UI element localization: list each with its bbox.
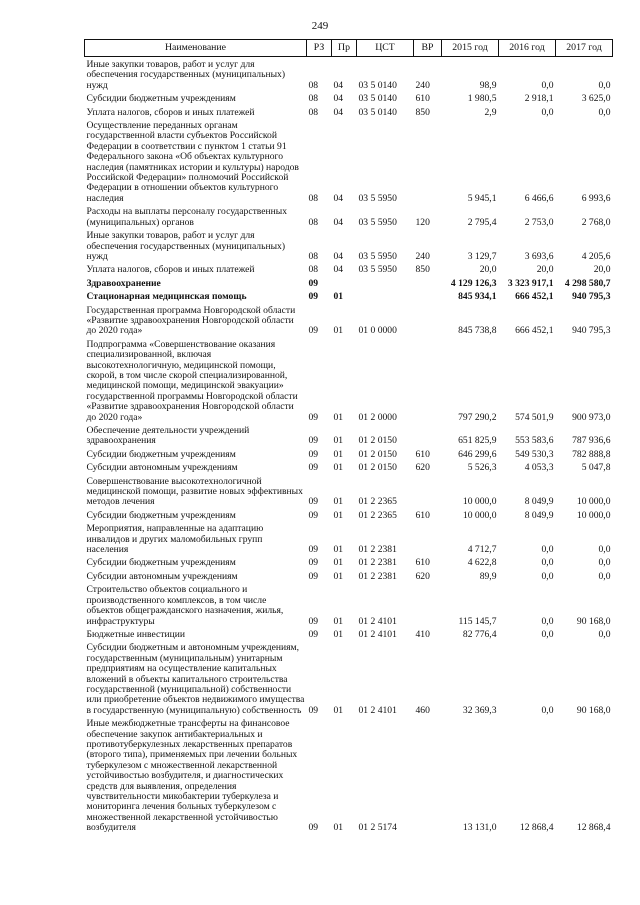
cell-name: Стационарная медицинская помощь: [86, 291, 247, 303]
cell-2017: 0,0: [598, 106, 611, 118]
cell-cst: 03 5 5950: [358, 216, 397, 228]
header-2016: 2016 год: [499, 40, 556, 57]
cell-2015: 10 000,0: [462, 509, 497, 521]
cell-cst: 01 2 2365: [358, 509, 397, 521]
cell-rz: 09: [308, 325, 319, 337]
cell-pr: 01: [333, 822, 344, 834]
cell-rz: 09: [308, 448, 319, 460]
cell-2017: 0,0: [598, 544, 611, 556]
cell-rz: 09: [308, 291, 319, 303]
cell-cst: 01 2 0000: [358, 411, 397, 423]
table-row: [85, 716, 613, 833]
table-row: [85, 627, 613, 640]
cell-vr: [414, 337, 442, 423]
cell-name: Подпрограмма «Совершенствование оказания специализированной, включая высокотехнологичную, медицинской помощи, скорой, в том числе скорой специализированной, медицинской помощи, медицинской эвакуации» государственной программы Новгородской области «Развитие здравоохранения Новгородской области до 2020 года»: [86, 338, 298, 423]
cell-rz: 09: [308, 496, 319, 508]
cell-2017: 20,0: [593, 264, 611, 276]
cell-pr: [332, 276, 357, 289]
cell-pr: 01: [333, 615, 344, 627]
cell-name: Субсидии бюджетным учреждениям: [86, 509, 236, 521]
cell-name: Субсидии бюджетным учреждениям: [86, 557, 236, 569]
cell-2015: 845 738,8: [458, 325, 497, 337]
cell-2017: 0,0: [598, 557, 611, 569]
cell-2017: 4 205,6: [581, 250, 611, 262]
cell-2015: 4 622,8: [467, 557, 497, 569]
cell-vr: [414, 423, 442, 447]
cell-cst: [357, 276, 414, 289]
table-row: [85, 521, 613, 555]
table-row: [85, 91, 613, 104]
table-row: [85, 447, 613, 460]
cell-pr: 04: [333, 79, 344, 91]
cell-2017: 12 868,4: [576, 822, 611, 834]
cell-pr: 01: [333, 325, 344, 337]
table-row: [85, 337, 613, 423]
cell-name: Бюджетные инвестиции: [86, 628, 185, 640]
cell-2015: 4 712,7: [467, 544, 497, 556]
cell-rz: 09: [308, 822, 319, 834]
cell-pr: 01: [333, 557, 344, 569]
cell-2015: 10 000,0: [462, 496, 497, 508]
table-row: [85, 423, 613, 447]
table-row: [85, 508, 613, 521]
cell-name: Иные закупки товаров, работ и услуг для обеспечения государственных (муниципальных) нужд: [86, 59, 286, 91]
cell-vr: 410: [415, 628, 430, 640]
cell-rz: 09: [308, 557, 319, 569]
cell-cst: 01 0 0000: [358, 325, 397, 337]
cell-pr: 01: [333, 411, 344, 423]
cell-pr: 01: [333, 496, 344, 508]
cell-2016: 0,0: [541, 106, 554, 118]
cell-cst: 01 2 2381: [358, 544, 397, 556]
cell-cst: 01 2 0150: [358, 435, 397, 447]
cell-2017: 6 993,6: [581, 192, 611, 204]
table-row: [85, 289, 613, 302]
cell-2016: 666 452,1: [515, 325, 554, 337]
cell-vr: [414, 716, 442, 833]
cell-cst: 01 2 5174: [358, 822, 397, 834]
cell-2015: 82 776,4: [462, 628, 497, 640]
cell-2015: 651 825,9: [458, 435, 497, 447]
cell-2015: 2 795,4: [467, 216, 497, 228]
cell-2015: 5 945,1: [467, 192, 497, 204]
cell-vr: [414, 118, 442, 204]
header-2017: 2017 год: [556, 40, 613, 57]
cell-2017: 4 298 580,7: [564, 277, 611, 289]
table-row: [85, 582, 613, 627]
cell-pr: 04: [333, 93, 344, 105]
cell-name: Субсидии бюджетным учреждениям: [86, 448, 236, 460]
cell-vr: 610: [415, 557, 430, 569]
cell-rz: 08: [308, 216, 319, 228]
budget-table: [84, 39, 613, 834]
cell-pr: 01: [333, 509, 344, 521]
cell-2016: 0,0: [541, 628, 554, 640]
table-row: [85, 474, 613, 508]
cell-cst: 01 2 4101: [358, 615, 397, 627]
cell-cst: 01 2 4101: [358, 628, 397, 640]
cell-2016: 8 049,9: [524, 509, 554, 521]
cell-cst: 03 5 5950: [358, 250, 397, 262]
cell-2015: 3 129,7: [467, 250, 497, 262]
cell-2017: 782 888,8: [572, 448, 611, 460]
cell-2015: 2,9: [484, 106, 497, 118]
cell-rz: 08: [308, 106, 319, 118]
cell-2016: 0,0: [541, 557, 554, 569]
cell-name: Здравоохранение: [86, 277, 161, 289]
cell-rz: 09: [308, 628, 319, 640]
cell-rz: 08: [308, 79, 319, 91]
cell-pr: 01: [333, 544, 344, 556]
cell-pr: 01: [333, 704, 344, 716]
cell-rz: 09: [308, 435, 319, 447]
cell-2017: 940 795,3: [572, 325, 611, 337]
cell-2016: 553 583,6: [515, 435, 554, 447]
cell-vr: [414, 303, 442, 337]
cell-2017: 0,0: [598, 79, 611, 91]
cell-rz: 08: [308, 264, 319, 276]
cell-2015: 797 290,2: [458, 411, 497, 423]
cell-vr: 610: [415, 448, 430, 460]
cell-vr: 620: [415, 570, 430, 582]
cell-2016: 0,0: [541, 570, 554, 582]
cell-pr: 04: [333, 250, 344, 262]
cell-pr: 01: [333, 462, 344, 474]
cell-pr: 01: [333, 570, 344, 582]
cell-vr: [414, 474, 442, 508]
cell-2016: 666 452,1: [515, 291, 554, 303]
cell-2017: 90 168,0: [576, 615, 611, 627]
table-row: [85, 57, 613, 92]
cell-2015: 845 934,1: [458, 291, 497, 303]
cell-vr: [414, 289, 442, 302]
cell-name: Совершенствование высокотехнологичной медицинской помощи, развитие новых эффективных методов лечения: [86, 475, 303, 508]
table-row: [85, 262, 613, 275]
cell-cst: 03 5 0140: [358, 79, 397, 91]
cell-name: Осуществление переданных органам государственной власти субъектов Российской Федерации в соответствии с пунктом 1 статьи 91 Федерального закона «Об объектах культурного наследия (памятниках истории и культуры) народов Российской Федерации» полномочий Российской Федерации в отношении объектов культурного наследия: [86, 120, 299, 204]
cell-name: Уплата налогов, сборов и иных платежей: [86, 264, 255, 276]
cell-cst: 03 5 5950: [358, 192, 397, 204]
cell-2017: 900 973,0: [572, 411, 611, 423]
cell-name: Субсидии автономным учреждениям: [86, 462, 238, 474]
cell-pr: 01: [333, 291, 344, 303]
cell-vr: 850: [415, 264, 430, 276]
cell-vr: 460: [415, 704, 430, 716]
cell-pr: 01: [333, 435, 344, 447]
table-row: [85, 569, 613, 582]
cell-name: Субсидии автономным учреждениям: [86, 570, 238, 582]
table-row: [85, 228, 613, 262]
cell-name: Субсидии бюджетным и автономным учреждениям, государственным (муниципальным) унитарным предприятиям на осуществление капитальных вложений в объекты капитального строительства государственной (муниципальной) собственности или приобретение объектов недвижимого имущества в государственную (муниципальную) собственность: [86, 642, 305, 716]
cell-2016: 20,0: [536, 264, 554, 276]
table-row: [85, 105, 613, 118]
table-body: [85, 57, 613, 834]
cell-2016: 0,0: [541, 704, 554, 716]
cell-cst: 03 5 5950: [358, 264, 397, 276]
table-row: [85, 118, 613, 204]
cell-rz: 08: [308, 250, 319, 262]
cell-name: Субсидии бюджетным учреждениям: [86, 93, 236, 105]
cell-vr: 850: [415, 106, 430, 118]
cell-name: Обеспечение деятельности учреждений здравоохранения: [86, 425, 250, 447]
cell-rz: 09: [308, 544, 319, 556]
cell-2016: 4 053,3: [524, 462, 554, 474]
cell-2016: 3 323 917,1: [507, 277, 554, 289]
cell-2016: 2 918,1: [524, 93, 554, 105]
cell-vr: 240: [415, 250, 430, 262]
cell-pr: 01: [333, 628, 344, 640]
cell-rz: 09: [308, 462, 319, 474]
cell-cst: 03 5 0140: [358, 106, 397, 118]
cell-pr: 04: [333, 192, 344, 204]
header-cst: ЦСТ: [357, 40, 414, 57]
cell-vr: [414, 582, 442, 627]
cell-vr: 120: [415, 216, 430, 228]
cell-name: Государственная программа Новгородской области «Развитие здравоохранения Новгородской области до 2020 года»: [86, 304, 296, 337]
cell-vr: 610: [415, 93, 430, 105]
cell-pr: 04: [333, 216, 344, 228]
cell-2017: 10 000,0: [576, 509, 611, 521]
cell-2017: 940 795,3: [572, 291, 611, 303]
cell-2017: 0,0: [598, 628, 611, 640]
cell-name: Мероприятия, направленные на адаптацию инвалидов и других маломобильных групп населения: [86, 523, 264, 556]
cell-cst: 01 2 4101: [358, 704, 397, 716]
cell-2015: 646 299,6: [458, 448, 497, 460]
cell-2015: 4 129 126,3: [450, 277, 497, 289]
cell-name: Иные межбюджетные трансферты на финансовое обеспечение закупок антибактериальных и противотуберкулезных лекарственных препаратов (второго типа), применяемых при лечении больных туберкулезом с множественной лекарственной устойчивостью возбудителя, и диагностических средств для выявления, определения чувствительности микобактерии туберкулеза и мониторинга лечения больных туберкулезом с множественной лекарственной устойчивостью возбудителя: [86, 718, 298, 834]
cell-cst: 01 2 2381: [358, 570, 397, 582]
cell-2015: 115 145,7: [458, 615, 497, 627]
cell-rz: 09: [308, 615, 319, 627]
cell-2016: 8 049,9: [524, 496, 554, 508]
cell-2016: 6 466,6: [524, 192, 554, 204]
cell-pr: 04: [333, 106, 344, 118]
header-rz: РЗ: [307, 40, 332, 57]
table-row: [85, 204, 613, 228]
header-pr: Пр: [332, 40, 357, 57]
cell-2015: 89,9: [479, 570, 497, 582]
cell-2016: 12 868,4: [519, 822, 554, 834]
cell-cst: 01 2 0150: [358, 448, 397, 460]
header-vr: ВР: [414, 40, 442, 57]
cell-cst: 01 2 2365: [358, 496, 397, 508]
cell-2017: 3 625,0: [581, 93, 611, 105]
cell-2017: 10 000,0: [576, 496, 611, 508]
header-2015: 2015 год: [442, 40, 499, 57]
cell-2015: 20,0: [479, 264, 497, 276]
cell-name: Уплата налогов, сборов и иных платежей: [86, 106, 255, 118]
cell-rz: 09: [308, 411, 319, 423]
cell-cst: 01 2 2381: [358, 557, 397, 569]
table-row: [85, 555, 613, 568]
cell-name: Иные закупки товаров, работ и услуг для обеспечения государственных (муниципальных) нужд: [86, 230, 286, 262]
cell-vr: 610: [415, 509, 430, 521]
table-row: [85, 303, 613, 337]
cell-2016: 574 501,9: [515, 411, 554, 423]
table-row: [85, 460, 613, 473]
cell-2016: 0,0: [541, 544, 554, 556]
cell-2015: 1 980,5: [467, 93, 497, 105]
cell-2015: 13 131,0: [462, 822, 497, 834]
cell-2017: 787 936,6: [572, 435, 611, 447]
page-number: 249: [311, 20, 329, 32]
cell-2016: 0,0: [541, 79, 554, 91]
cell-2017: 5 047,8: [581, 462, 611, 474]
cell-2016: 549 530,3: [515, 448, 554, 460]
cell-rz: 08: [308, 93, 319, 105]
cell-cst: 01 2 0150: [358, 462, 397, 474]
cell-cst: [357, 289, 414, 302]
cell-pr: 04: [333, 264, 344, 276]
cell-2016: 2 753,0: [524, 216, 554, 228]
cell-2016: 3 693,6: [524, 250, 554, 262]
cell-rz: 08: [308, 192, 319, 204]
cell-vr: [414, 521, 442, 555]
cell-rz: 09: [308, 704, 319, 716]
cell-name: Расходы на выплаты персоналу государственных (муниципальных) органов: [86, 206, 288, 228]
table-row: [85, 276, 613, 289]
table-row: [85, 640, 613, 716]
cell-2015: 5 526,3: [467, 462, 497, 474]
cell-2017: 2 768,0: [581, 216, 611, 228]
cell-2017: 90 168,0: [576, 704, 611, 716]
cell-2016: 0,0: [541, 615, 554, 627]
cell-2017: 0,0: [598, 570, 611, 582]
table-header-row: [85, 40, 613, 57]
header-name: Наименование: [85, 40, 307, 57]
cell-pr: 01: [333, 448, 344, 460]
cell-vr: 240: [415, 79, 430, 91]
cell-vr: 620: [415, 462, 430, 474]
cell-name: Строительство объектов социального и производственного комплексов, в том числе объектов общегражданского назначения, жилья, инфраструктуры: [86, 584, 284, 627]
cell-cst: 03 5 0140: [358, 93, 397, 105]
cell-2015: 98,9: [479, 79, 497, 91]
cell-rz: 09: [308, 277, 319, 289]
cell-rz: 09: [308, 509, 319, 521]
cell-2015: 32 369,3: [462, 704, 497, 716]
cell-vr: [414, 276, 442, 289]
cell-rz: 09: [308, 570, 319, 582]
